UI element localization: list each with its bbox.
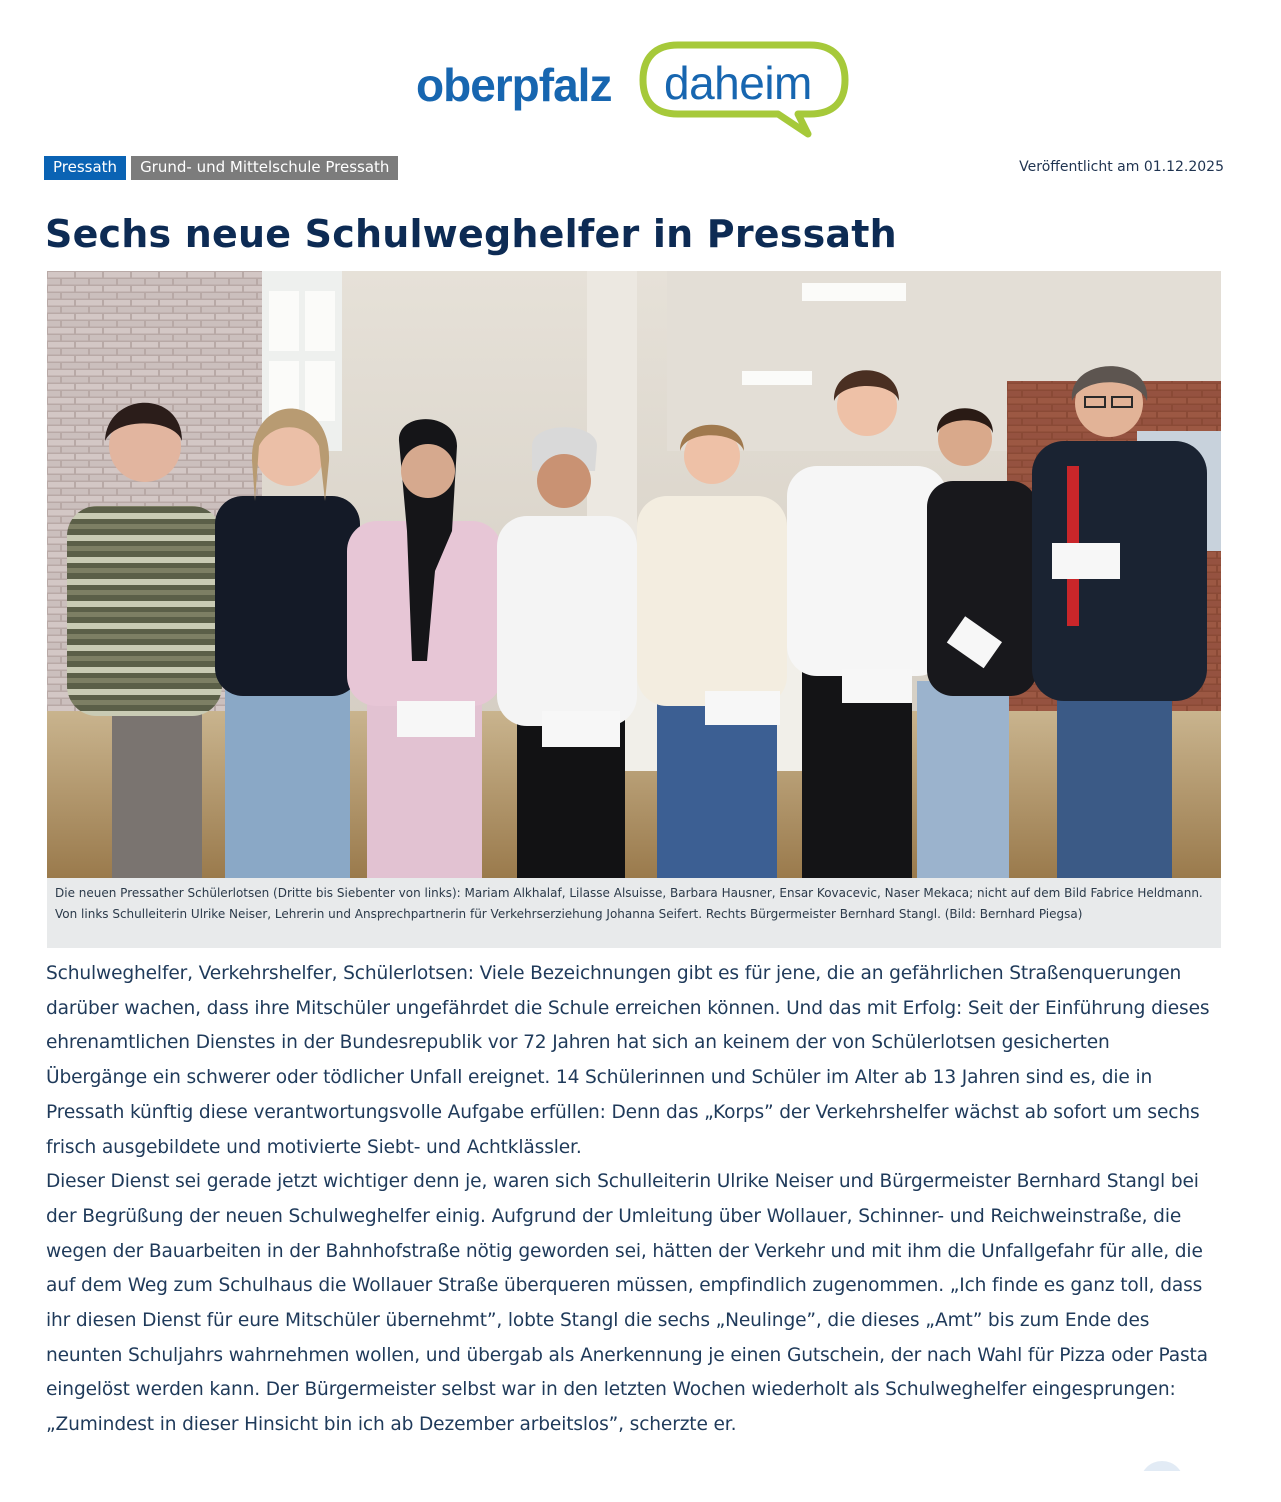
logo-word-daheim: daheim (664, 57, 812, 109)
category-tags (44, 156, 398, 180)
article-figure (47, 271, 1221, 948)
article-paragraph: Schulweghelfer, Verkehrshelfer, Schülerlotsen: Viele Bezeichnungen gibt es für jene, die an gefährlichen Straßenquerungen darüber wachen, dass ihre Mitschüler ungefährdet die Schule erreichen können. Und das mit Erfolg: Seit der Einführung dieses ehrenamtlichen Dienstes in der Bundesrepublik vor 72 Jahren hat sich an keinem der von Schülerlotsen gesicherten Übergänge ein schwerer oder tödlicher Unfall ereignet. 14 Schülerinnen und Schüler im Alter ab 13 Jahren sind es, die in Pressath künftig diese verantwortungsvolle Aufgabe erfüllen: Denn das „Korps” der Verkehrshelfer wächst ab sofort um sechs frisch ausgebildete und motivierte Siebt- und Achtklässler. (46, 963, 1210, 1158)
tag-school[interactable]: Grund- und Mittelschule Pressath (131, 156, 398, 180)
article-title: Sechs neue Schulweghelfer in Pressath (45, 212, 897, 256)
published-date: Veröffentlicht am 01.12.2025 (1019, 159, 1224, 175)
photo-caption: Die neuen Pressather Schülerlotsen (Dritte bis Siebenter von links): Mariam Alkhalaf, Lilasse Alsuisse, Barbara Hausner, Ensar Kovacevic, Naser Mekaca; nicht auf dem Bild Fabrice Heldmann. Von links Schulleiterin Ulrike Neiser, Lehrerin und Ansprechpartnerin für Verkehrserziehung Johanna Seifert. Rechts Bürgermeister Bernhard Stangl. (Bild: Bernhard Piegsa) (47, 878, 1221, 948)
page-bottom-edge (1120, 1471, 1220, 1502)
site-logo[interactable] (416, 40, 856, 140)
tag-location[interactable]: Pressath (44, 156, 126, 180)
article-body (46, 957, 1216, 1443)
logo-word-oberpfalz: oberpfalz (416, 59, 612, 111)
article-photo (47, 271, 1221, 878)
group-photo-illustration (47, 271, 1221, 878)
article-paragraph: Dieser Dienst sei gerade jetzt wichtiger denn je, waren sich Schulleiterin Ulrike Neiser und Bürgermeister Bernhard Stangl bei der Begrüßung der neuen Schulweghelfer einig. Aufgrund der Umleitung über Wollauer, Schinner- und Reichweinstraße, die wegen der Bauarbeiten in der Bahnhofstraße nötig geworden sei, hätten der Verkehr und mit ihm die Unfallgefahr für alle, die auf dem Weg zum Schulhaus die Wollauer Straße überqueren müssen, empfindlich zugenommen. „Ich finde es ganz toll, dass ihr diesen Dienst für eure Mitschüler übernehmt”, lobte Stangl die sechs „Neulinge”, die dieses „Amt” bis zum Ende des neunten Schuljahrs wahrnehmen wollen, und übergab als Anerkennung je einen Gutschein, der nach Wahl für Pizza oder Pasta eingelöst werden kann. Der Bürgermeister selbst war in den letzten Wochen wiederholt als Schulweghelfer eingesprungen: „Zumindest in dieser Hinsicht bin ich ab Dezember arbeitslos”, scherzte er. (46, 1171, 1208, 1436)
